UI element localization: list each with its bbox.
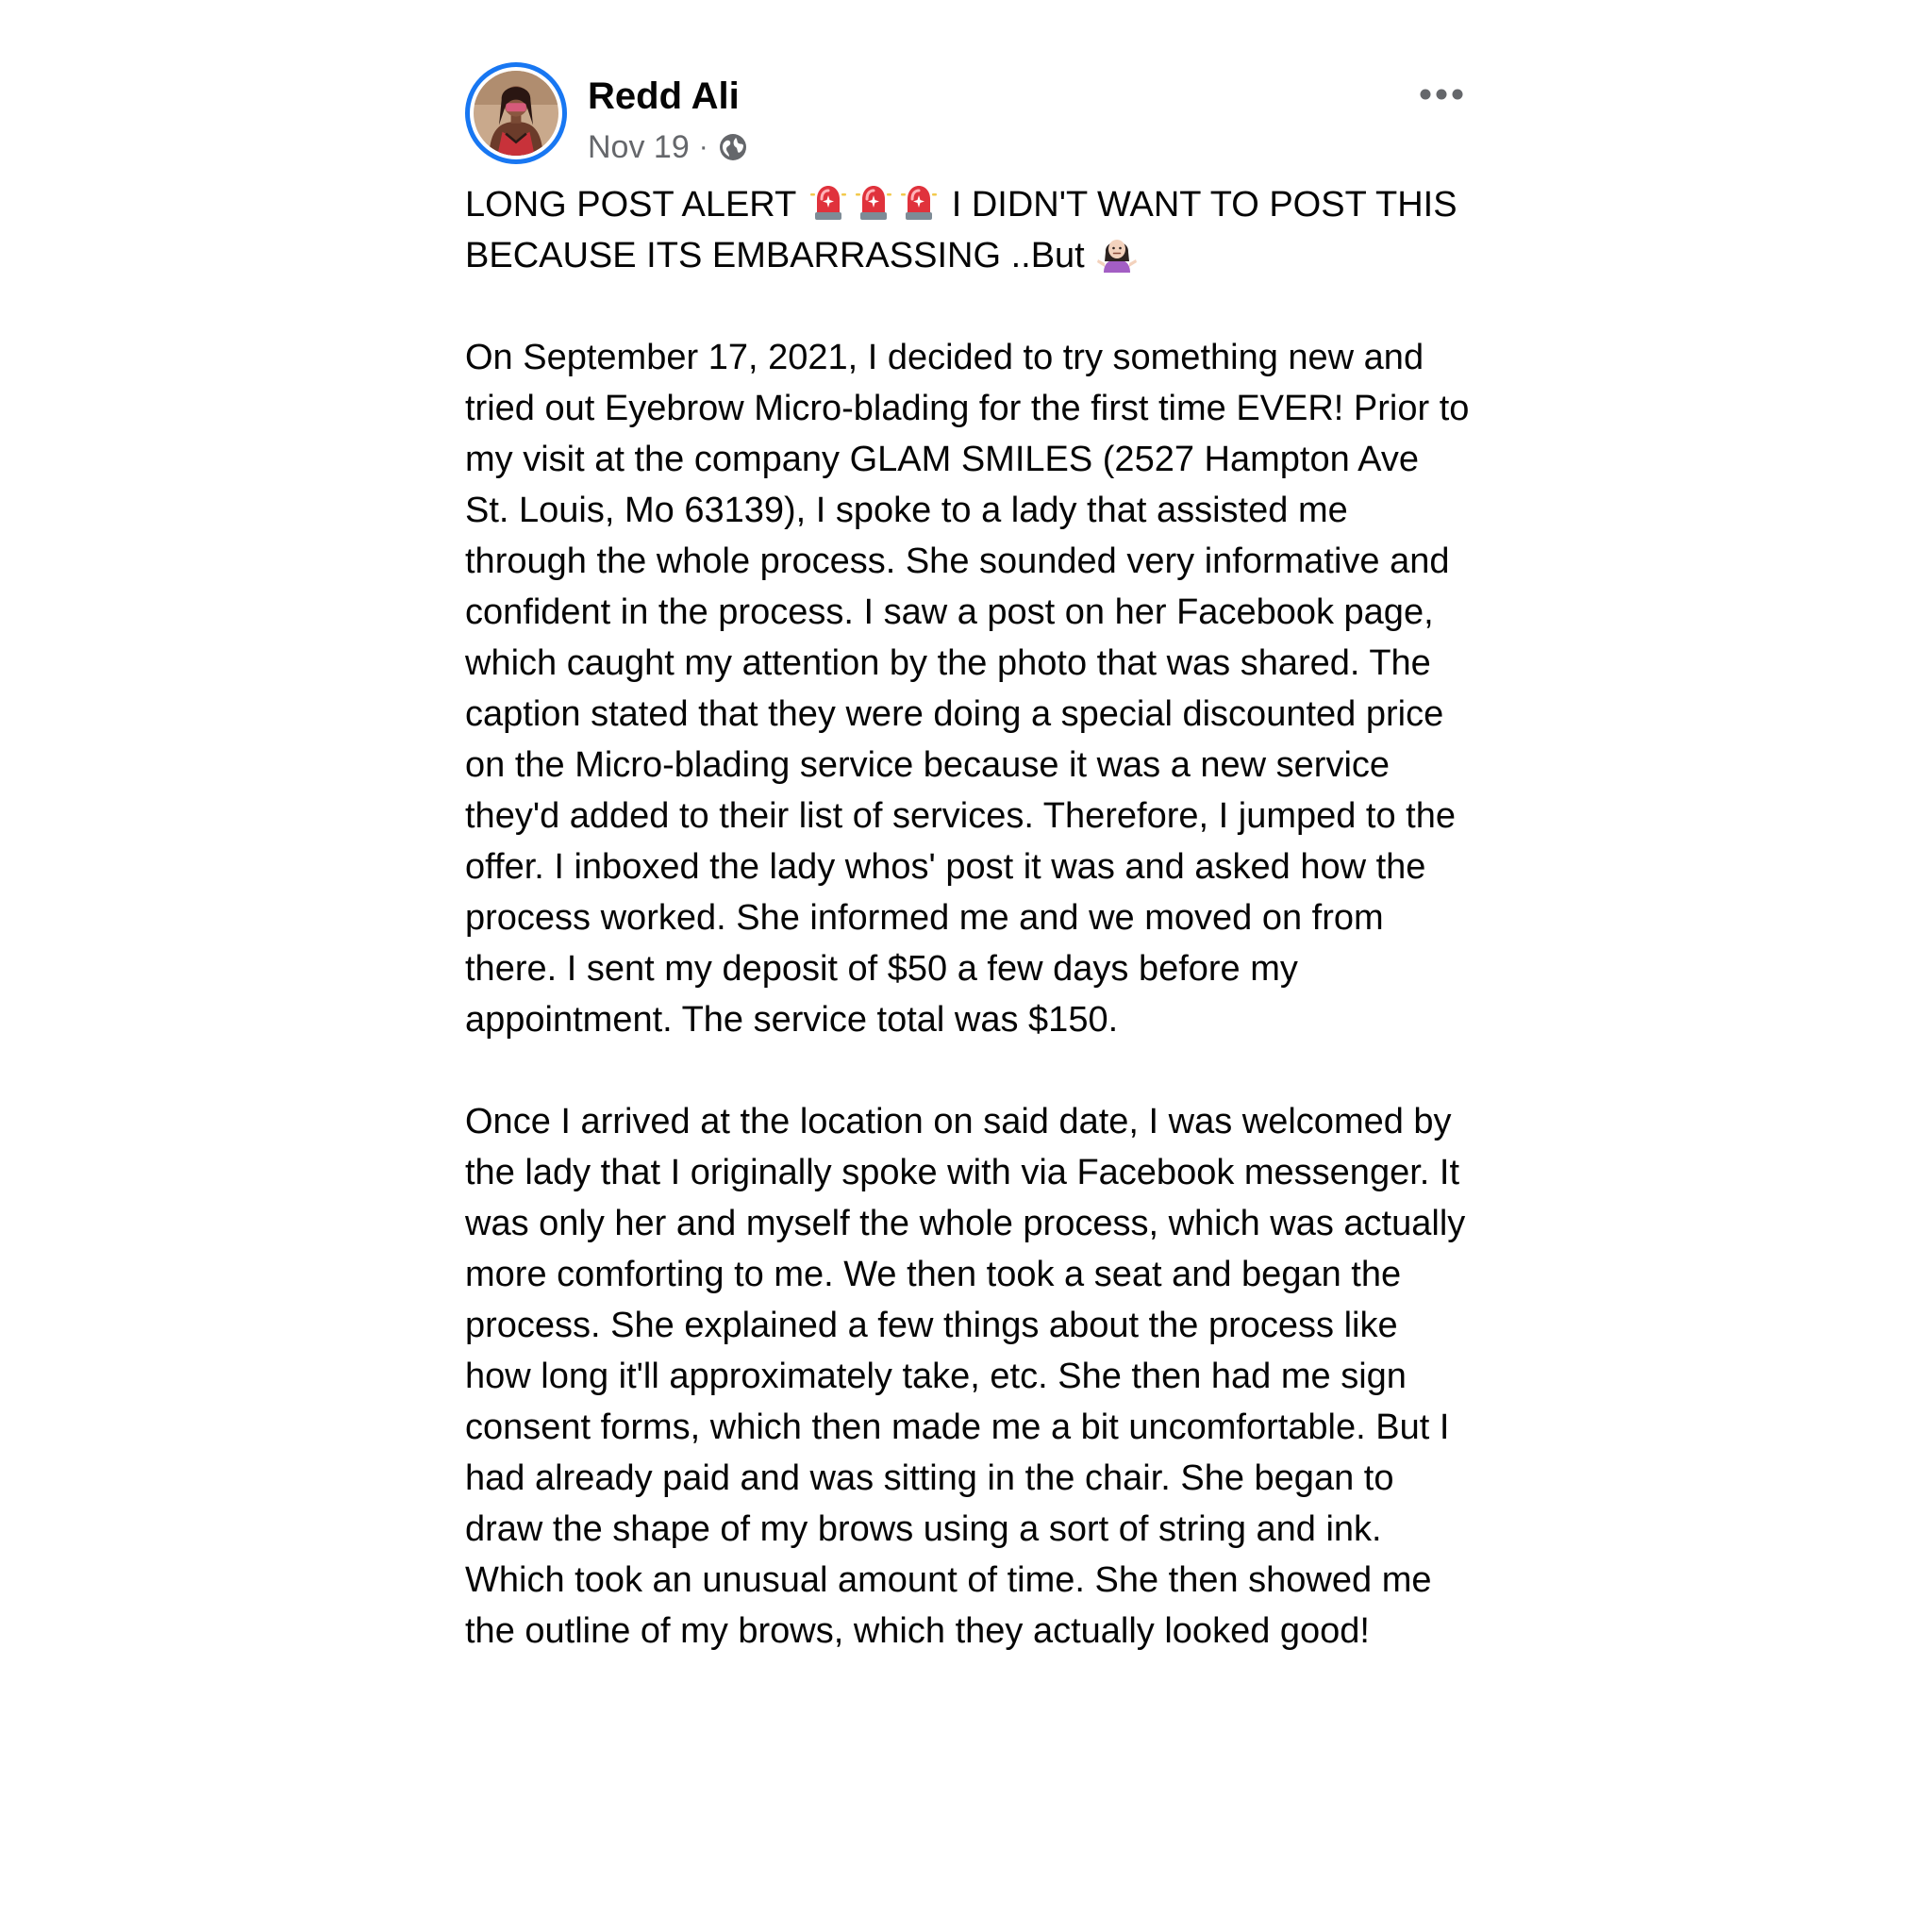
post-paragraph: On September 17, 2021, I decided to try something new and tried out Eyebrow Micro-blading for the first time EVER! Prior to my visit at the company GLAM SMILES (2527 Hampton Ave St. Louis, Mo 63139), I spoke to a lady that assisted me through the whole process. She sounded very informative and confident in the process. I saw a post on her Facebook page, which caught my attention by the photo that was shared. The caption stated that they were doing a special discounted price on the Micro-blading service because it was a new service they'd added to their list of services. Therefore, I jumped to the offer. I inboxed the lady whos' post it was and asked how the process worked. She informed me and we moved on from there. I sent my deposit of $50 a few days before my appointment. The service total was $150.: [465, 338, 1470, 1040]
globe-icon: [718, 132, 748, 162]
headline-part2: I DIDN'T WANT TO POST THIS BECAUSE ITS EMBARRASSING ..But: [465, 185, 1457, 275]
post-header: [465, 57, 1470, 170]
post-date[interactable]: Nov 19: [588, 128, 690, 165]
siren-emoji-icon: [853, 180, 894, 222]
profile-photo-icon: [474, 71, 558, 156]
meta-separator: ·: [698, 131, 708, 162]
author-avatar[interactable]: [465, 62, 567, 164]
headline-part1: LONG POST ALERT: [465, 185, 796, 225]
more-options-icon[interactable]: [1413, 75, 1470, 113]
author-name[interactable]: Redd Ali: [588, 75, 740, 117]
shrugging-woman-emoji-icon: [1096, 231, 1138, 273]
siren-emoji-icon: [808, 180, 849, 222]
post-paragraph: Once I arrived at the location on said date, I was welcomed by the lady that I originally spoke with via Facebook messenger. It was only her and myself the whole process, which was actually more comforting to me. We then took a seat and began the process. She explained a few things about the process like how long it'll approximately take, etc. She then had me sign consent forms, which then made me a bit uncomfortable. But I had already paid and was sitting in the chair. She began to draw the shape of my brows using a sort of string and ink. Which took an unusual amount of time. She then showed me the outline of my brows, which they actually looked good!: [465, 1102, 1466, 1651]
post-headline: [465, 179, 1470, 281]
facebook-post: [465, 57, 1470, 1657]
siren-emoji-icon: [898, 180, 940, 222]
post-meta: [588, 126, 748, 168]
post-text: [465, 179, 1470, 1657]
